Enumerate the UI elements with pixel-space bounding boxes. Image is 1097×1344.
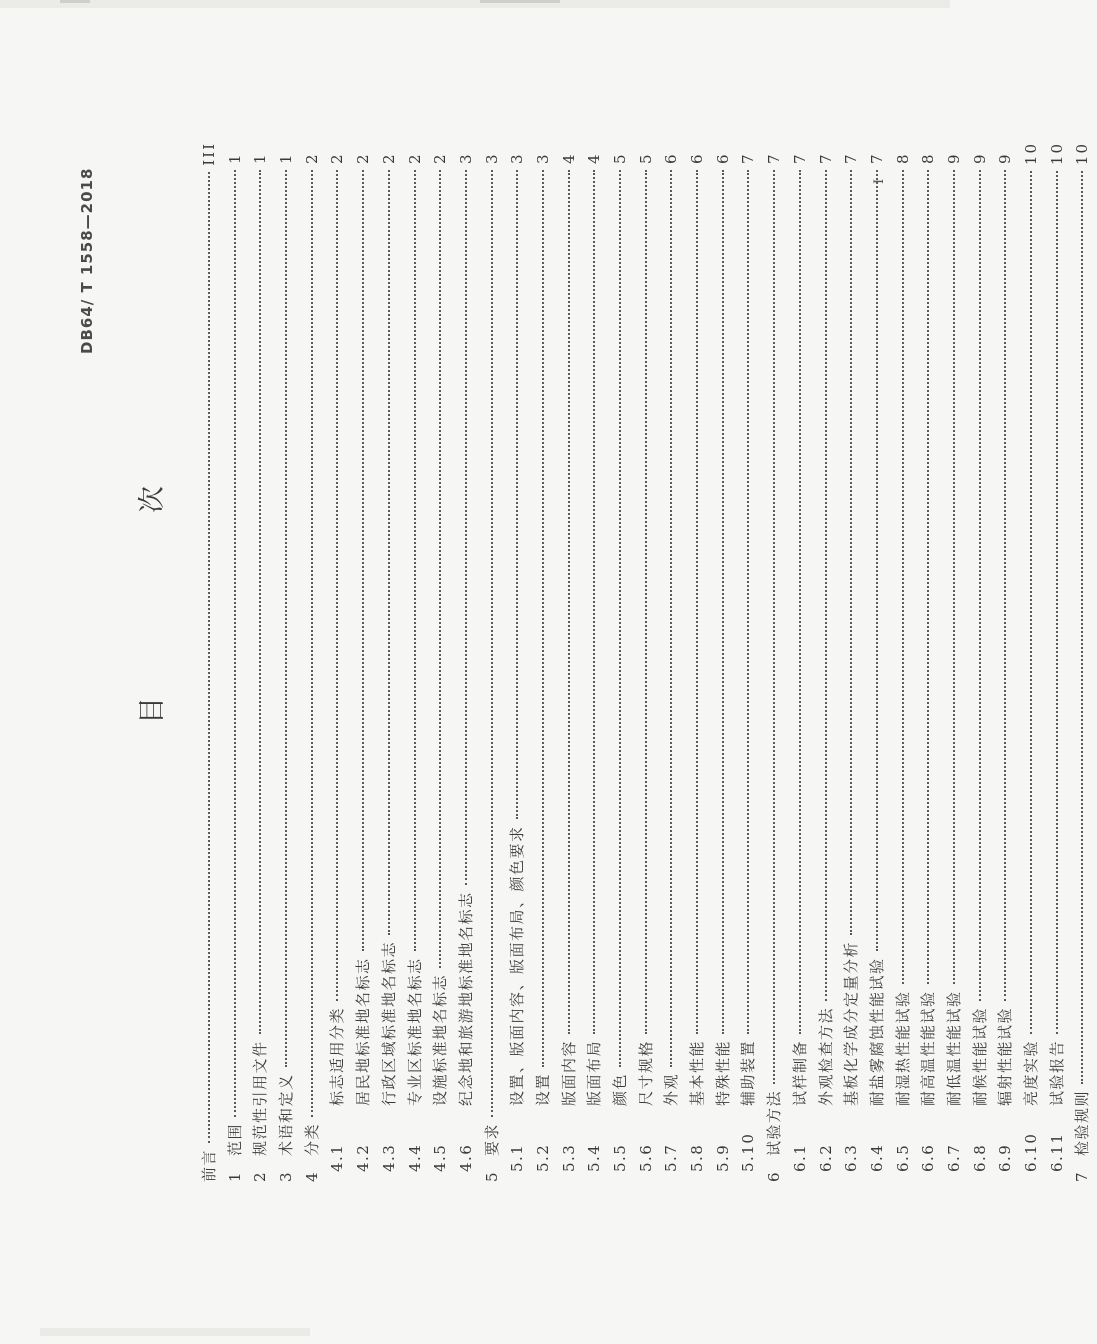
toc-entry-page: 2 (405, 152, 424, 164)
dot-leader (414, 170, 416, 951)
toc-entry[interactable] (635, 142, 661, 1182)
dot-leader (876, 170, 878, 951)
toc-entry-page: 2 (379, 152, 398, 164)
toc-entry-page: 10 (1047, 142, 1066, 166)
toc-entry-label: 特殊性能 (713, 1039, 732, 1106)
toc-entry-number: 6.11 (1047, 1132, 1066, 1172)
toc-entry-number: 7 (1073, 1170, 1092, 1182)
toc-entry-label: 范围 (225, 1122, 244, 1156)
toc-entry[interactable] (943, 142, 969, 1182)
dot-leader (234, 170, 236, 1117)
toc-entry-page: III (200, 142, 218, 166)
dot-leader (388, 170, 390, 935)
toc-entry-number: 4.1 (328, 1143, 347, 1172)
toc-entry[interactable] (609, 142, 635, 1182)
dot-leader (439, 170, 441, 968)
toc-entry-number: 6 (765, 1170, 784, 1182)
toc-entry[interactable] (763, 142, 789, 1182)
toc-entry[interactable] (558, 142, 584, 1182)
toc-entry[interactable] (892, 142, 918, 1182)
toc-entry-number: 6.5 (893, 1143, 912, 1172)
toc-entry-page: 10 (1073, 142, 1092, 166)
toc-entry-page: 10 (1022, 142, 1040, 166)
toc-entry-number: 6.4 (867, 1143, 886, 1172)
toc-entry-page: 5 (636, 152, 655, 164)
dot-leader (259, 170, 261, 1034)
dot-leader (953, 170, 955, 984)
table-of-contents (198, 142, 1097, 1182)
dot-leader (208, 172, 210, 1143)
toc-entry-number: 6.3 (842, 1143, 861, 1172)
toc-entry-page: 2 (328, 152, 347, 164)
toc-entry[interactable] (840, 142, 866, 1182)
dot-leader (1081, 171, 1083, 1084)
toc-entry-label: 前言 (200, 1148, 218, 1182)
toc-entry-number: 5.7 (662, 1143, 681, 1172)
dot-leader (799, 170, 801, 1034)
dot-leader (747, 170, 749, 1034)
toc-entry-page: 6 (713, 152, 732, 164)
toc-entry-label: 居民地标准地名标志 (354, 957, 373, 1106)
toc-entry-label: 试验方法 (765, 1089, 784, 1156)
toc-entry-label: 耐低温性能试验 (944, 990, 963, 1106)
toc-entry-page: 1 (225, 152, 244, 164)
standard-code: DB64/ T 1558—2018 (78, 167, 96, 354)
dot-leader (311, 170, 313, 1117)
toc-entry-label: 规范性引用文件 (251, 1040, 270, 1156)
toc-entry[interactable] (1071, 142, 1097, 1182)
toc-entry[interactable] (198, 142, 224, 1182)
toc-entry-page: 2 (302, 152, 321, 164)
toc-entry[interactable] (481, 142, 507, 1182)
toc-entry-number: 6.2 (816, 1143, 835, 1172)
toc-entry-page: 7 (842, 152, 861, 164)
toc-entry[interactable] (429, 142, 455, 1182)
toc-entry-label: 外观 (662, 1072, 681, 1106)
toc-entry[interactable] (326, 142, 352, 1182)
toc-entry-number: 4.5 (431, 1143, 450, 1172)
toc-entry-number: 5.4 (585, 1143, 604, 1172)
toc-entry-number: 5.5 (611, 1143, 629, 1172)
toc-entry-page: 2 (431, 152, 450, 164)
toc-entry-label: 版面布局 (585, 1039, 604, 1106)
dot-leader (619, 170, 621, 1067)
toc-entry-number: 4.4 (405, 1143, 424, 1172)
toc-entry-number: 5.10 (739, 1132, 758, 1172)
dot-leader (568, 170, 570, 1034)
toc-entry-number: 5.6 (636, 1143, 655, 1172)
toc-entry[interactable] (994, 142, 1020, 1182)
toc-entry[interactable] (789, 142, 815, 1182)
dot-leader (927, 170, 929, 984)
toc-entry-page: 9 (970, 152, 989, 164)
toc-entry-label: 尺寸规格 (636, 1039, 655, 1106)
dot-leader (516, 170, 518, 819)
toc-entry-label: 版面内容 (559, 1039, 578, 1106)
toc-entry-number: 4.3 (379, 1143, 398, 1172)
dot-leader (1004, 170, 1006, 1001)
toc-entry[interactable] (352, 142, 378, 1182)
toc-entry-number: 6.10 (1022, 1132, 1040, 1172)
toc-entry-label: 耐湿热性能试验 (893, 990, 912, 1106)
toc-entry-page: 7 (816, 152, 835, 164)
toc-entry[interactable] (1046, 142, 1072, 1182)
toc-entry-page: 2 (354, 152, 373, 164)
toc-entry-number: 6.6 (919, 1143, 938, 1172)
toc-entry[interactable] (815, 142, 841, 1182)
toc-entry-label: 要求 (482, 1122, 501, 1156)
toc-entry-page: 5 (611, 152, 629, 164)
toc-entry-number: 5.3 (559, 1143, 578, 1172)
toc-entry-number: 5.9 (713, 1143, 732, 1172)
toc-entry-label: 设置 (533, 1072, 552, 1106)
toc-entry-label: 纪念地和旅游地标准地名标志 (456, 891, 475, 1106)
toc-entry[interactable] (275, 142, 301, 1182)
toc-entry-label: 行政区域标准地名标志 (379, 940, 398, 1106)
title-char-1: 目 (137, 695, 168, 724)
toc-entry-label: 辐射性能试验 (996, 1006, 1015, 1106)
toc-entry-label: 设置、版面内容、版面布局、颜色要求 (508, 825, 527, 1106)
toc-entry-page: 3 (482, 152, 501, 164)
toc-entry[interactable] (224, 142, 250, 1182)
dot-leader (1030, 171, 1032, 1034)
toc-entry[interactable] (917, 142, 943, 1182)
toc-entry-page: 4 (585, 152, 604, 164)
toc-entry-label: 基板化学成分定量分析 (842, 940, 861, 1106)
toc-entry[interactable] (404, 142, 430, 1182)
toc-entry-number: 6.7 (944, 1143, 963, 1172)
toc-entry[interactable] (378, 142, 404, 1182)
toc-entry[interactable] (866, 142, 892, 1182)
dot-leader (336, 170, 338, 1001)
toc-entry-page: 6 (662, 152, 681, 164)
toc-entry-page: 7 (739, 152, 758, 164)
toc-entry-page: 7 (790, 152, 809, 164)
dot-leader (825, 170, 827, 1001)
toc-entry-number: 6.1 (790, 1143, 809, 1172)
dot-leader (465, 170, 467, 885)
toc-entry[interactable] (301, 142, 327, 1182)
toc-entry-number: 3 (277, 1170, 296, 1182)
toc-entry-label: 专业区标准地名标志 (405, 957, 424, 1106)
toc-entry[interactable] (506, 142, 532, 1182)
dot-leader (722, 170, 724, 1034)
dot-leader (1056, 171, 1058, 1034)
toc-entry-label: 颜色 (611, 1072, 629, 1106)
toc-entry[interactable] (249, 142, 275, 1182)
toc-entry[interactable] (583, 142, 609, 1182)
toc-entry-number: 4 (302, 1170, 321, 1182)
toc-entry-page: 4 (559, 152, 578, 164)
dot-leader (362, 170, 364, 951)
toc-entry-number: 2 (251, 1170, 270, 1182)
toc-entry[interactable] (1020, 142, 1046, 1182)
toc-entry-number: 5.8 (688, 1143, 707, 1172)
toc-entry-label: 检验规则 (1073, 1089, 1092, 1156)
dot-leader (902, 170, 904, 984)
toc-entry-number: 6.8 (970, 1143, 989, 1172)
toc-entry-page: 7 (867, 152, 886, 164)
toc-entry-label: 耐高温性能试验 (919, 990, 938, 1106)
dot-leader (542, 170, 544, 1067)
toc-entry-page: 3 (456, 152, 475, 164)
toc-entry-page: 8 (893, 152, 912, 164)
toc-entry[interactable] (660, 142, 686, 1182)
dot-leader (670, 170, 672, 1067)
toc-entry-label: 分类 (302, 1122, 321, 1156)
toc-entry-page: 3 (533, 152, 552, 164)
toc-entry-page: 7 (765, 152, 784, 164)
toc-entry-page: 6 (688, 152, 707, 164)
title-char-2: 次 (137, 484, 168, 513)
toc-entry-page: 9 (944, 152, 963, 164)
dot-leader (645, 170, 647, 1034)
toc-entry-number: 6.9 (996, 1143, 1015, 1172)
toc-entry[interactable] (455, 142, 481, 1182)
toc-entry-number: 4.2 (354, 1143, 373, 1172)
toc-entry-page: 3 (508, 152, 527, 164)
dot-leader (285, 170, 287, 1067)
toc-entry-label: 标志适用分类 (328, 1006, 347, 1106)
toc-entry-label: 设施标准地名标志 (431, 973, 450, 1106)
toc-entry-label: 试样制备 (790, 1039, 809, 1106)
toc-entry-label: 耐候性能试验 (970, 1006, 989, 1106)
toc-entry-page: 1 (251, 152, 270, 164)
toc-entry-label: 基本性能 (688, 1039, 707, 1106)
toc-entry-label: 术语和定义 (277, 1073, 296, 1156)
page-folio: I (872, 178, 887, 184)
toc-entry-number: 5 (482, 1170, 501, 1182)
toc-entry[interactable] (712, 142, 738, 1182)
toc-entry-page: 8 (919, 152, 938, 164)
dot-leader (593, 170, 595, 1034)
toc-entry[interactable] (969, 142, 995, 1182)
toc-entry-label: 试验报告 (1047, 1039, 1066, 1106)
toc-entry-number: 5.1 (508, 1143, 527, 1172)
dot-leader (850, 170, 852, 935)
toc-entry-number: 1 (225, 1170, 244, 1182)
toc-entry[interactable] (532, 142, 558, 1182)
toc-entry-page: 9 (996, 152, 1015, 164)
toc-entry-label: 耐盐雾腐蚀性能试验 (867, 957, 886, 1106)
toc-entry[interactable] (737, 142, 763, 1182)
dot-leader (773, 170, 775, 1084)
toc-entry-number: 5.2 (533, 1143, 552, 1172)
toc-entry[interactable] (686, 142, 712, 1182)
page-title (130, 484, 169, 724)
toc-entry-page: 1 (277, 152, 296, 164)
dot-leader (491, 170, 493, 1117)
dot-leader (979, 170, 981, 1001)
dot-leader (696, 170, 698, 1034)
toc-entry-label: 外观检查方法 (816, 1006, 835, 1106)
toc-entry-label: 亮度实验 (1022, 1039, 1040, 1106)
toc-entry-label: 辅助装置 (739, 1039, 758, 1106)
toc-entry-number: 4.6 (456, 1143, 475, 1172)
